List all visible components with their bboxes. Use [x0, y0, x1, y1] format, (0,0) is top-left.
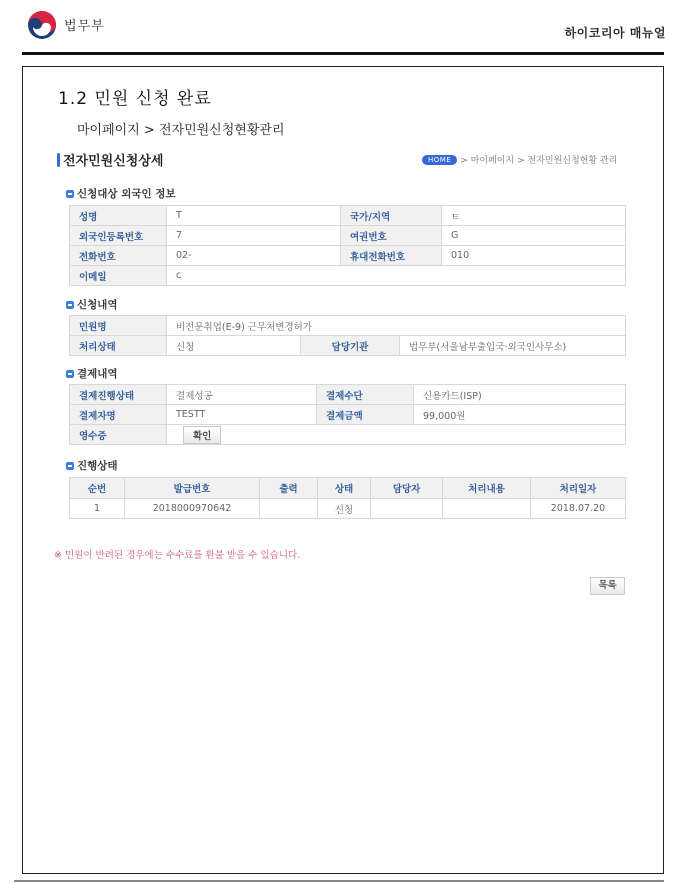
table-row	[70, 266, 626, 286]
payment-heading: 결제내역	[66, 366, 118, 381]
table-row	[70, 425, 626, 445]
table-row	[70, 336, 626, 356]
table-row	[70, 405, 626, 425]
table-row	[70, 226, 626, 246]
table-row	[70, 385, 626, 405]
progress-table	[69, 477, 626, 519]
cell-officer	[371, 499, 443, 519]
section-bullet-icon	[66, 370, 74, 378]
breadcrumb-item-mypage[interactable]: > 마이페이지	[460, 156, 515, 166]
cell-status: 신청	[318, 499, 371, 519]
refund-notice: ※ 민원이 반려된 경우에는 수수료를 환불 받을 수 있습니다.	[54, 550, 301, 561]
application-table	[69, 315, 626, 356]
value-email: c	[167, 266, 626, 286]
col-status: 상태	[318, 478, 371, 499]
applicant-heading: 신청대상 외국인 정보	[66, 186, 176, 201]
value-mobile: 010	[442, 246, 626, 266]
panel-title-text: 전자민원신청상세	[63, 154, 164, 169]
applicant-table	[69, 205, 626, 286]
application-heading: 신청내역	[66, 297, 118, 312]
value-payer-name: TESTT	[167, 405, 317, 425]
label-office: 담당기관	[301, 336, 400, 356]
list-button[interactable]: 목록	[590, 577, 625, 595]
document-header	[0, 0, 675, 56]
section-bullet-icon	[66, 301, 74, 309]
value-name: T	[167, 206, 341, 226]
col-issue-number: 발급번호	[125, 478, 260, 499]
label-payment-method: 결제수단	[317, 385, 414, 405]
col-seq: 순번	[70, 478, 125, 499]
table-row	[70, 246, 626, 266]
label-mobile: 휴대전화번호	[341, 246, 442, 266]
col-date: 처리일자	[531, 478, 626, 499]
breadcrumb-item-status[interactable]: > 전자민원신청현황 관리	[517, 156, 618, 166]
section-bullet-icon	[66, 190, 74, 198]
value-status: 신청	[167, 336, 301, 356]
label-payment-amount: 결제금액	[317, 405, 414, 425]
breadcrumb-home[interactable]: HOME	[422, 155, 457, 165]
col-officer: 담당자	[371, 478, 443, 499]
value-payment-status: 결제성공	[167, 385, 317, 405]
label-status: 처리상태	[70, 336, 167, 356]
value-office: 법무부(서울남부출입국·외국인사무소)	[400, 336, 626, 356]
value-payment-amount: 99,000원	[414, 405, 626, 425]
section-title: 1.2 민원 신청 완료	[58, 89, 212, 109]
label-email: 이메일	[70, 266, 167, 286]
value-phone: 02-	[167, 246, 341, 266]
col-print: 출력	[260, 478, 318, 499]
cell-date: 2018.07.20	[531, 499, 626, 519]
label-payer-name: 결제자명	[70, 405, 167, 425]
receipt-confirm-button[interactable]: 확인	[183, 426, 221, 444]
value-registration-number: 7	[167, 226, 341, 246]
table-header-row	[70, 478, 626, 499]
label-phone: 전화번호	[70, 246, 167, 266]
label-country: 국가/지역	[341, 206, 442, 226]
government-emblem-icon	[27, 10, 57, 40]
section-bullet-icon	[66, 462, 74, 470]
payment-table	[69, 384, 626, 445]
col-details: 처리내용	[443, 478, 531, 499]
label-registration-number: 외국인등록번호	[70, 226, 167, 246]
table-row	[70, 499, 626, 519]
cell-seq: 1	[70, 499, 125, 519]
value-passport-number: G	[442, 226, 626, 246]
value-petition: 비전문취업(E-9) 근무처변경허가	[167, 316, 626, 336]
cell-details	[443, 499, 531, 519]
footer-divider	[14, 880, 664, 882]
cell-issue-number: 2018000970642	[125, 499, 260, 519]
breadcrumb	[422, 153, 617, 166]
nav-path: 마이페이지 > 전자민원신청현황관리	[77, 123, 285, 138]
label-passport-number: 여권번호	[341, 226, 442, 246]
label-petition: 민원명	[70, 316, 167, 336]
title-bar-icon	[57, 153, 60, 167]
header-divider	[22, 52, 664, 55]
table-row	[70, 316, 626, 336]
label-name: 성명	[70, 206, 167, 226]
org-name: 법무부	[64, 19, 105, 34]
manual-title: 하이코리아 매뉴얼	[564, 26, 666, 40]
receipt-cell	[167, 425, 626, 445]
value-country: ㅌ	[442, 206, 626, 226]
table-row	[70, 206, 626, 226]
value-payment-method: 신용카드(ISP)	[414, 385, 626, 405]
cell-print	[260, 499, 318, 519]
label-payment-status: 결제진행상태	[70, 385, 167, 405]
label-receipt: 영수증	[70, 425, 167, 445]
progress-heading: 진행상태	[66, 458, 118, 473]
panel-title	[57, 150, 163, 169]
